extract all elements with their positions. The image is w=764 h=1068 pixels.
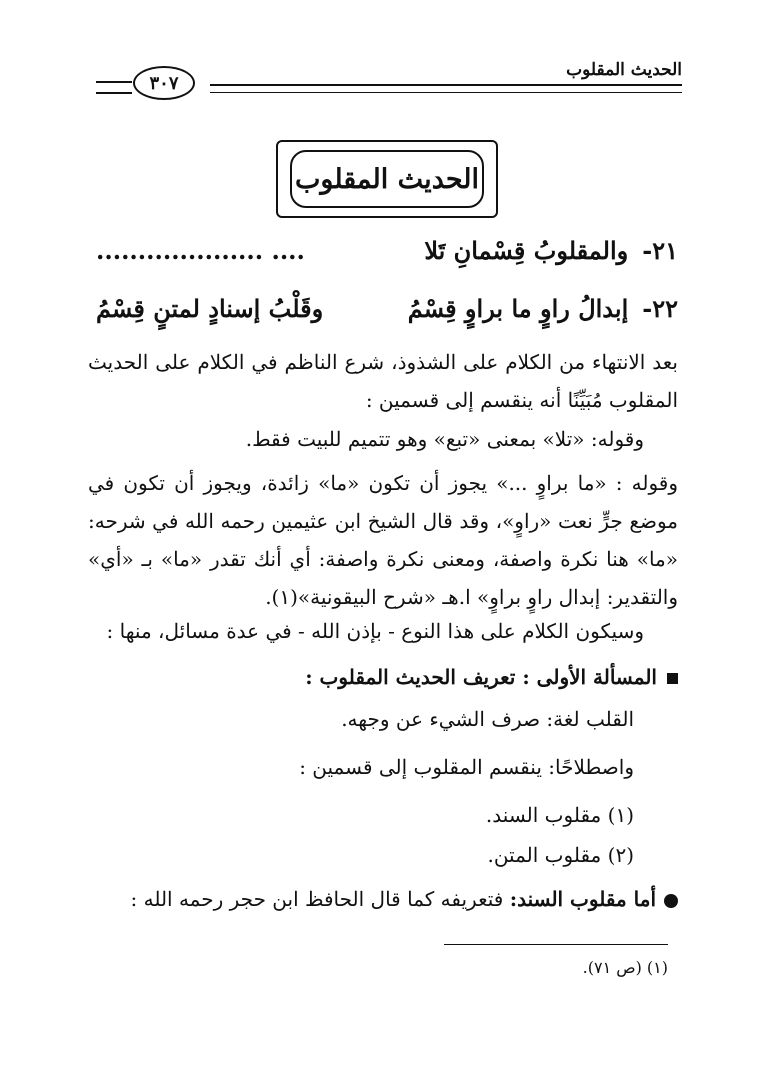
section-heading-first-issue: [88, 658, 678, 696]
paragraph-linguistic-definition: القلب لغة: صرف الشيء عن وجهه.: [341, 707, 634, 731]
verse-line: [96, 236, 678, 265]
header-left-rule: [96, 81, 132, 94]
page-number: ٣٠٧: [133, 66, 195, 100]
paragraph-technical-definition: واصطلاحًا: ينقسم المقلوب إلى قسمين :: [299, 755, 634, 779]
running-title: الحديث المقلوب: [566, 60, 682, 80]
footnote: (١) (ص ٧١).: [582, 958, 668, 977]
verse-second-hemistich: وقَلْبُ إسنادٍ لمتنٍ قِسْمُ: [96, 294, 324, 323]
verse-first-hemistich: إبدالُ راوٍ ما براوٍ قِسْمُ: [407, 294, 629, 323]
square-bullet-icon: [667, 673, 678, 684]
list-item-sanad: (١) مقلوب السند.: [485, 803, 634, 827]
paragraph-tala: وقوله: «تلا» بمعنى «تبع» وهو تتميم للبيت فقط.: [245, 427, 644, 451]
chapter-title-frame: [276, 140, 498, 218]
verse-first-hemistich: والمقلوبُ قِسْمانِ تَلا: [424, 236, 629, 265]
verse-number: ٢١-: [642, 236, 678, 265]
circle-bullet-icon: [664, 894, 678, 908]
verse-number: ٢٢-: [642, 294, 678, 323]
section-heading-text: المسألة الأولى : تعريف الحديث المقلوب :: [305, 665, 657, 689]
paragraph-intro: بعد الانتهاء من الكلام على الشذوذ، شرع الناظم في الكلام على الحديث المقلوب مُبَيِّنًا أنه ينقسم إلى قسمين :: [88, 350, 678, 412]
chapter-title: الحديث المقلوب: [290, 150, 484, 208]
verse-second-hemistich: .... ....................: [96, 236, 305, 265]
list-item-matn: (٢) مقلوب المتن.: [487, 843, 634, 867]
paragraph-ma-biraw: وقوله : «ما براوٍ ...» يجوز أن تكون «ما» زائدة، ويجوز أن تكون في موضع جرٍّ نعت «راوٍ»، وقد قال الشيخ ابن عثيمين رحمه الله في شرحه: «ما» هنا نكرة واصفة، ومعنى نكرة واصفة: أي أنك تقدر «ما» بـ «أي» والتقدير: إبدال راوٍ براوٍ» ا.هـ «شرح البيقونية»(١).: [88, 471, 679, 609]
header-rule: [210, 84, 682, 93]
paragraph-issues: وسيكون الكلام على هذا النوع - بإذن الله - في عدة مسائل، منها :: [106, 619, 644, 643]
paragraph-sanad-definition: [88, 880, 678, 918]
paragraph-rest: فتعريفه كما قال الحافظ ابن حجر رحمه الله :: [130, 887, 504, 911]
verse-line: [96, 294, 678, 323]
footnote-rule: [444, 944, 668, 945]
paragraph-lead: أما مقلوب السند:: [509, 887, 656, 911]
